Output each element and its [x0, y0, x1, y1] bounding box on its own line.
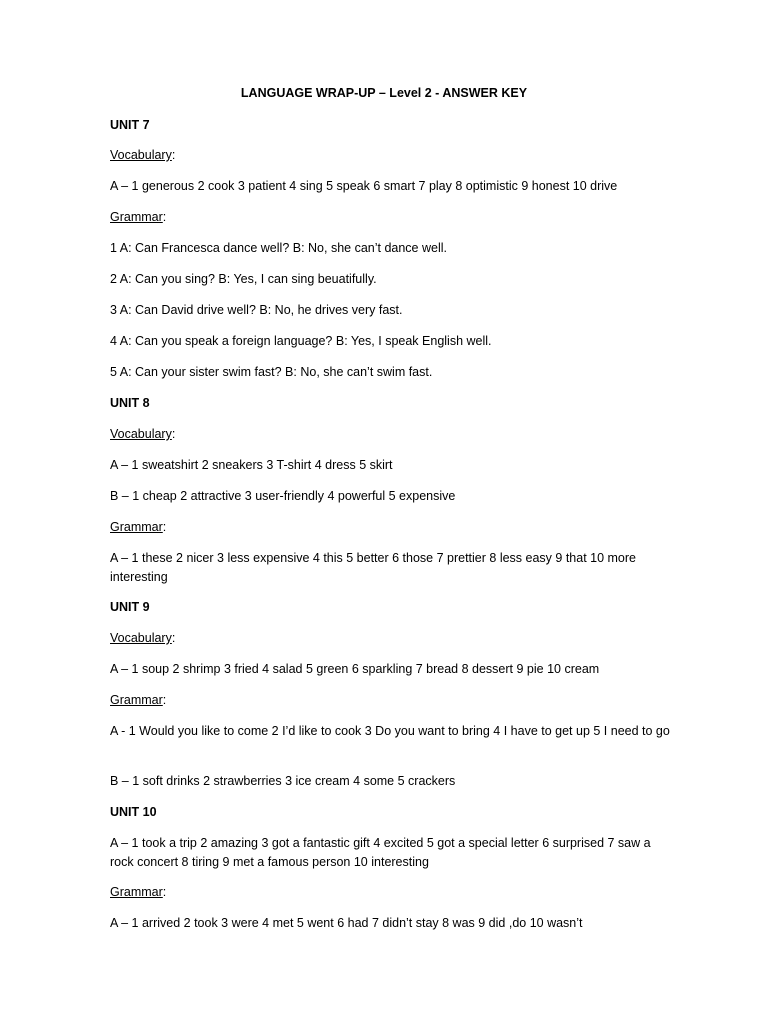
grammar-label-text: Grammar [110, 885, 163, 899]
unit-10-grammar-a: A – 1 arrived 2 took 3 were 4 met 5 went 6 had 7 didn’t stay 8 was 9 did ,do 10 wasn’t [110, 916, 583, 930]
unit-7-grammar-item: 5 A: Can your sister swim fast? B: No, she can’t swim fast. [110, 365, 433, 379]
unit-8-heading: UNIT 8 [110, 396, 150, 410]
vocabulary-label-colon: : [171, 427, 176, 441]
grammar-label-text: Grammar [110, 693, 163, 707]
grammar-label-colon: : [162, 520, 167, 534]
grammar-label-colon: : [162, 693, 167, 707]
unit-9-vocabulary-a: A – 1 soup 2 shrimp 3 fried 4 salad 5 green 6 sparkling 7 bread 8 dessert 9 pie 10 cream [110, 662, 600, 676]
vocabulary-label-text: Vocabulary [110, 148, 172, 162]
grammar-label-text: Grammar [110, 520, 163, 534]
grammar-label-colon: : [162, 885, 167, 899]
page-title: LANGUAGE WRAP-UP – Level 2 - ANSWER KEY [240, 86, 528, 100]
unit-7-vocabulary-label [110, 146, 670, 165]
vocabulary-label-colon: : [171, 631, 176, 645]
vocabulary-label-text: Vocabulary [110, 427, 172, 441]
unit-9-grammar-b: B – 1 soft drinks 2 strawberries 3 ice cream 4 some 5 crackers [110, 774, 456, 788]
unit-7-grammar-label [110, 208, 670, 227]
unit-7-grammar-item: 4 A: Can you speak a foreign language? B: Yes, I speak English well. [110, 334, 492, 348]
unit-7-grammar-item: 1 A: Can Francesca dance well? B: No, she can’t dance well. [110, 241, 447, 255]
unit-8-grammar-label [110, 518, 670, 537]
unit-9-heading: UNIT 9 [110, 600, 150, 614]
unit-10-vocabulary-a: A – 1 took a trip 2 amazing 3 got a fantastic gift 4 excited 5 got a special letter 6 surprised 7 saw a rock concert 8 tiring 9 met a famous person 10 interesting [110, 836, 651, 869]
vocabulary-label-text: Vocabulary [110, 631, 172, 645]
unit-7-vocabulary-a: A – 1 generous 2 cook 3 patient 4 sing 5 speak 6 smart 7 play 8 optimistic 9 honest 10 drive [110, 179, 618, 193]
unit-10-heading: UNIT 10 [110, 805, 157, 819]
unit-9-vocabulary-label [110, 629, 670, 648]
unit-7-grammar-item: 3 A: Can David drive well? B: No, he drives very fast. [110, 303, 403, 317]
unit-10-grammar-label [110, 883, 670, 902]
unit-8-vocabulary-label [110, 425, 670, 444]
unit-8-vocabulary-a: A – 1 sweatshirt 2 sneakers 3 T-shirt 4 dress 5 skirt [110, 458, 393, 472]
vocabulary-label-colon: : [171, 148, 176, 162]
unit-8-vocabulary-b: B – 1 cheap 2 attractive 3 user-friendly 4 powerful 5 expensive [110, 489, 456, 503]
grammar-label-text: Grammar [110, 210, 163, 224]
unit-9-grammar-label [110, 691, 670, 710]
unit-8-grammar-a: A – 1 these 2 nicer 3 less expensive 4 this 5 better 6 those 7 prettier 8 less easy 9 that 10 more interesting [110, 551, 636, 584]
grammar-label-colon: : [162, 210, 167, 224]
unit-9-grammar-a: A - 1 Would you like to come 2 I’d like to cook 3 Do you want to bring 4 I have to get up 5 I need to go [110, 724, 670, 738]
unit-7-grammar-item: 2 A: Can you sing? B: Yes, I can sing beuatifully. [110, 272, 377, 286]
unit-7-heading: UNIT 7 [110, 118, 150, 132]
